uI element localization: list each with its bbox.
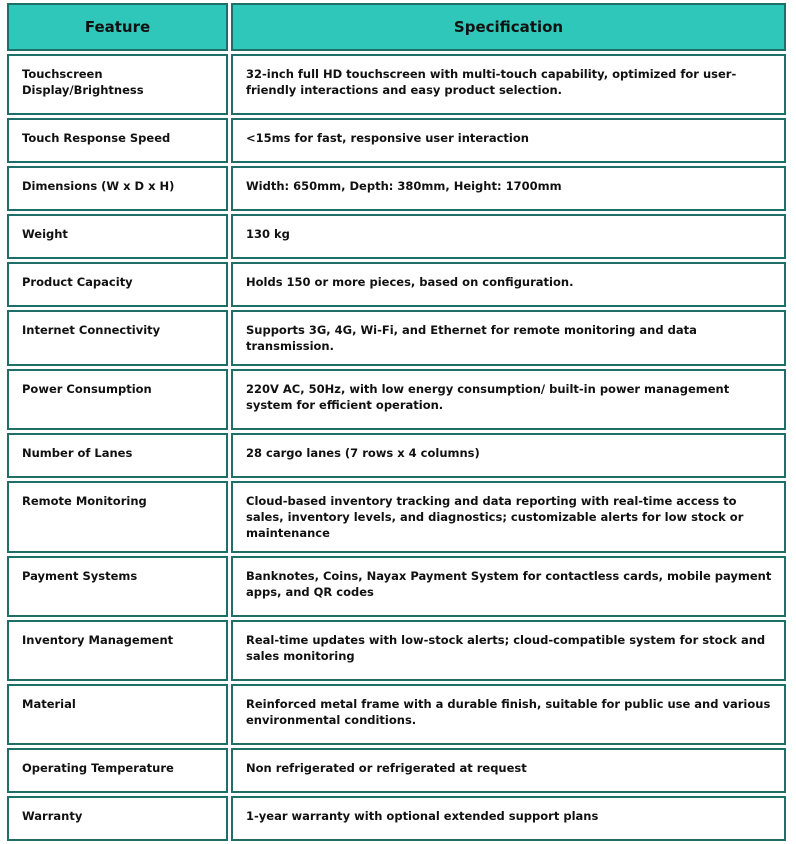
spec-cell: Non refrigerated or refrigerated at request	[231, 748, 786, 793]
spec-cell: Banknotes, Coins, Nayax Payment System for contactless cards, mobile payment apps, and QR codes	[231, 556, 786, 617]
spec-cell: 1-year warranty with optional extended support plans	[231, 796, 786, 841]
table-row	[7, 684, 786, 745]
spec-cell: Real-time updates with low-stock alerts; cloud-compatible system for stock and sales monitoring	[231, 620, 786, 681]
feature-cell: Internet Connectivity	[7, 310, 228, 366]
spec-cell: 130 kg	[231, 214, 786, 259]
feature-cell: Dimensions (W x D x H)	[7, 166, 228, 211]
spec-cell: Width: 650mm, Depth: 380mm, Height: 1700mm	[231, 166, 786, 211]
feature-cell: Warranty	[7, 796, 228, 841]
table-row	[7, 118, 786, 163]
feature-cell: Touchscreen Display/Brightness	[7, 54, 228, 115]
feature-cell: Weight	[7, 214, 228, 259]
feature-cell: Inventory Management	[7, 620, 228, 681]
table-row	[7, 54, 786, 115]
table-row	[7, 796, 786, 841]
table-header	[7, 3, 786, 51]
table-row	[7, 214, 786, 259]
spec-cell: 32-inch full HD touchscreen with multi-touch capability, optimized for user-friendly interactions and easy product selection.	[231, 54, 786, 115]
header-row	[7, 3, 786, 51]
table-row	[7, 748, 786, 793]
table-row	[7, 166, 786, 211]
feature-cell: Remote Monitoring	[7, 481, 228, 553]
spec-cell: Cloud-based inventory tracking and data reporting with real-time access to sales, inventory levels, and diagnostics; customizable alerts for low stock or maintenance	[231, 481, 786, 553]
spec-cell: Holds 150 or more pieces, based on configuration.	[231, 262, 786, 307]
feature-cell: Operating Temperature	[7, 748, 228, 793]
feature-cell: Material	[7, 684, 228, 745]
feature-cell: Payment Systems	[7, 556, 228, 617]
table-row	[7, 556, 786, 617]
spec-table-container	[7, 3, 789, 841]
feature-cell: Touch Response Speed	[7, 118, 228, 163]
table-row	[7, 310, 786, 366]
table-row	[7, 262, 786, 307]
spec-cell: Supports 3G, 4G, Wi-Fi, and Ethernet for remote monitoring and data transmission.	[231, 310, 786, 366]
feature-cell: Number of Lanes	[7, 433, 228, 478]
table-body	[7, 54, 786, 841]
table-row	[7, 481, 786, 553]
spec-cell: Reinforced metal frame with a durable finish, suitable for public use and various environmental conditions.	[231, 684, 786, 745]
table-row	[7, 620, 786, 681]
table-row	[7, 433, 786, 478]
feature-cell: Product Capacity	[7, 262, 228, 307]
spec-table	[4, 0, 789, 844]
table-row	[7, 369, 786, 430]
spec-cell: <15ms for fast, responsive user interaction	[231, 118, 786, 163]
spec-cell: 28 cargo lanes (7 rows x 4 columns)	[231, 433, 786, 478]
spec-cell: 220V AC, 50Hz, with low energy consumption/ built-in power management system for efficient operation.	[231, 369, 786, 430]
feature-cell: Power Consumption	[7, 369, 228, 430]
header-specification: Specification	[231, 3, 786, 51]
header-feature: Feature	[7, 3, 228, 51]
